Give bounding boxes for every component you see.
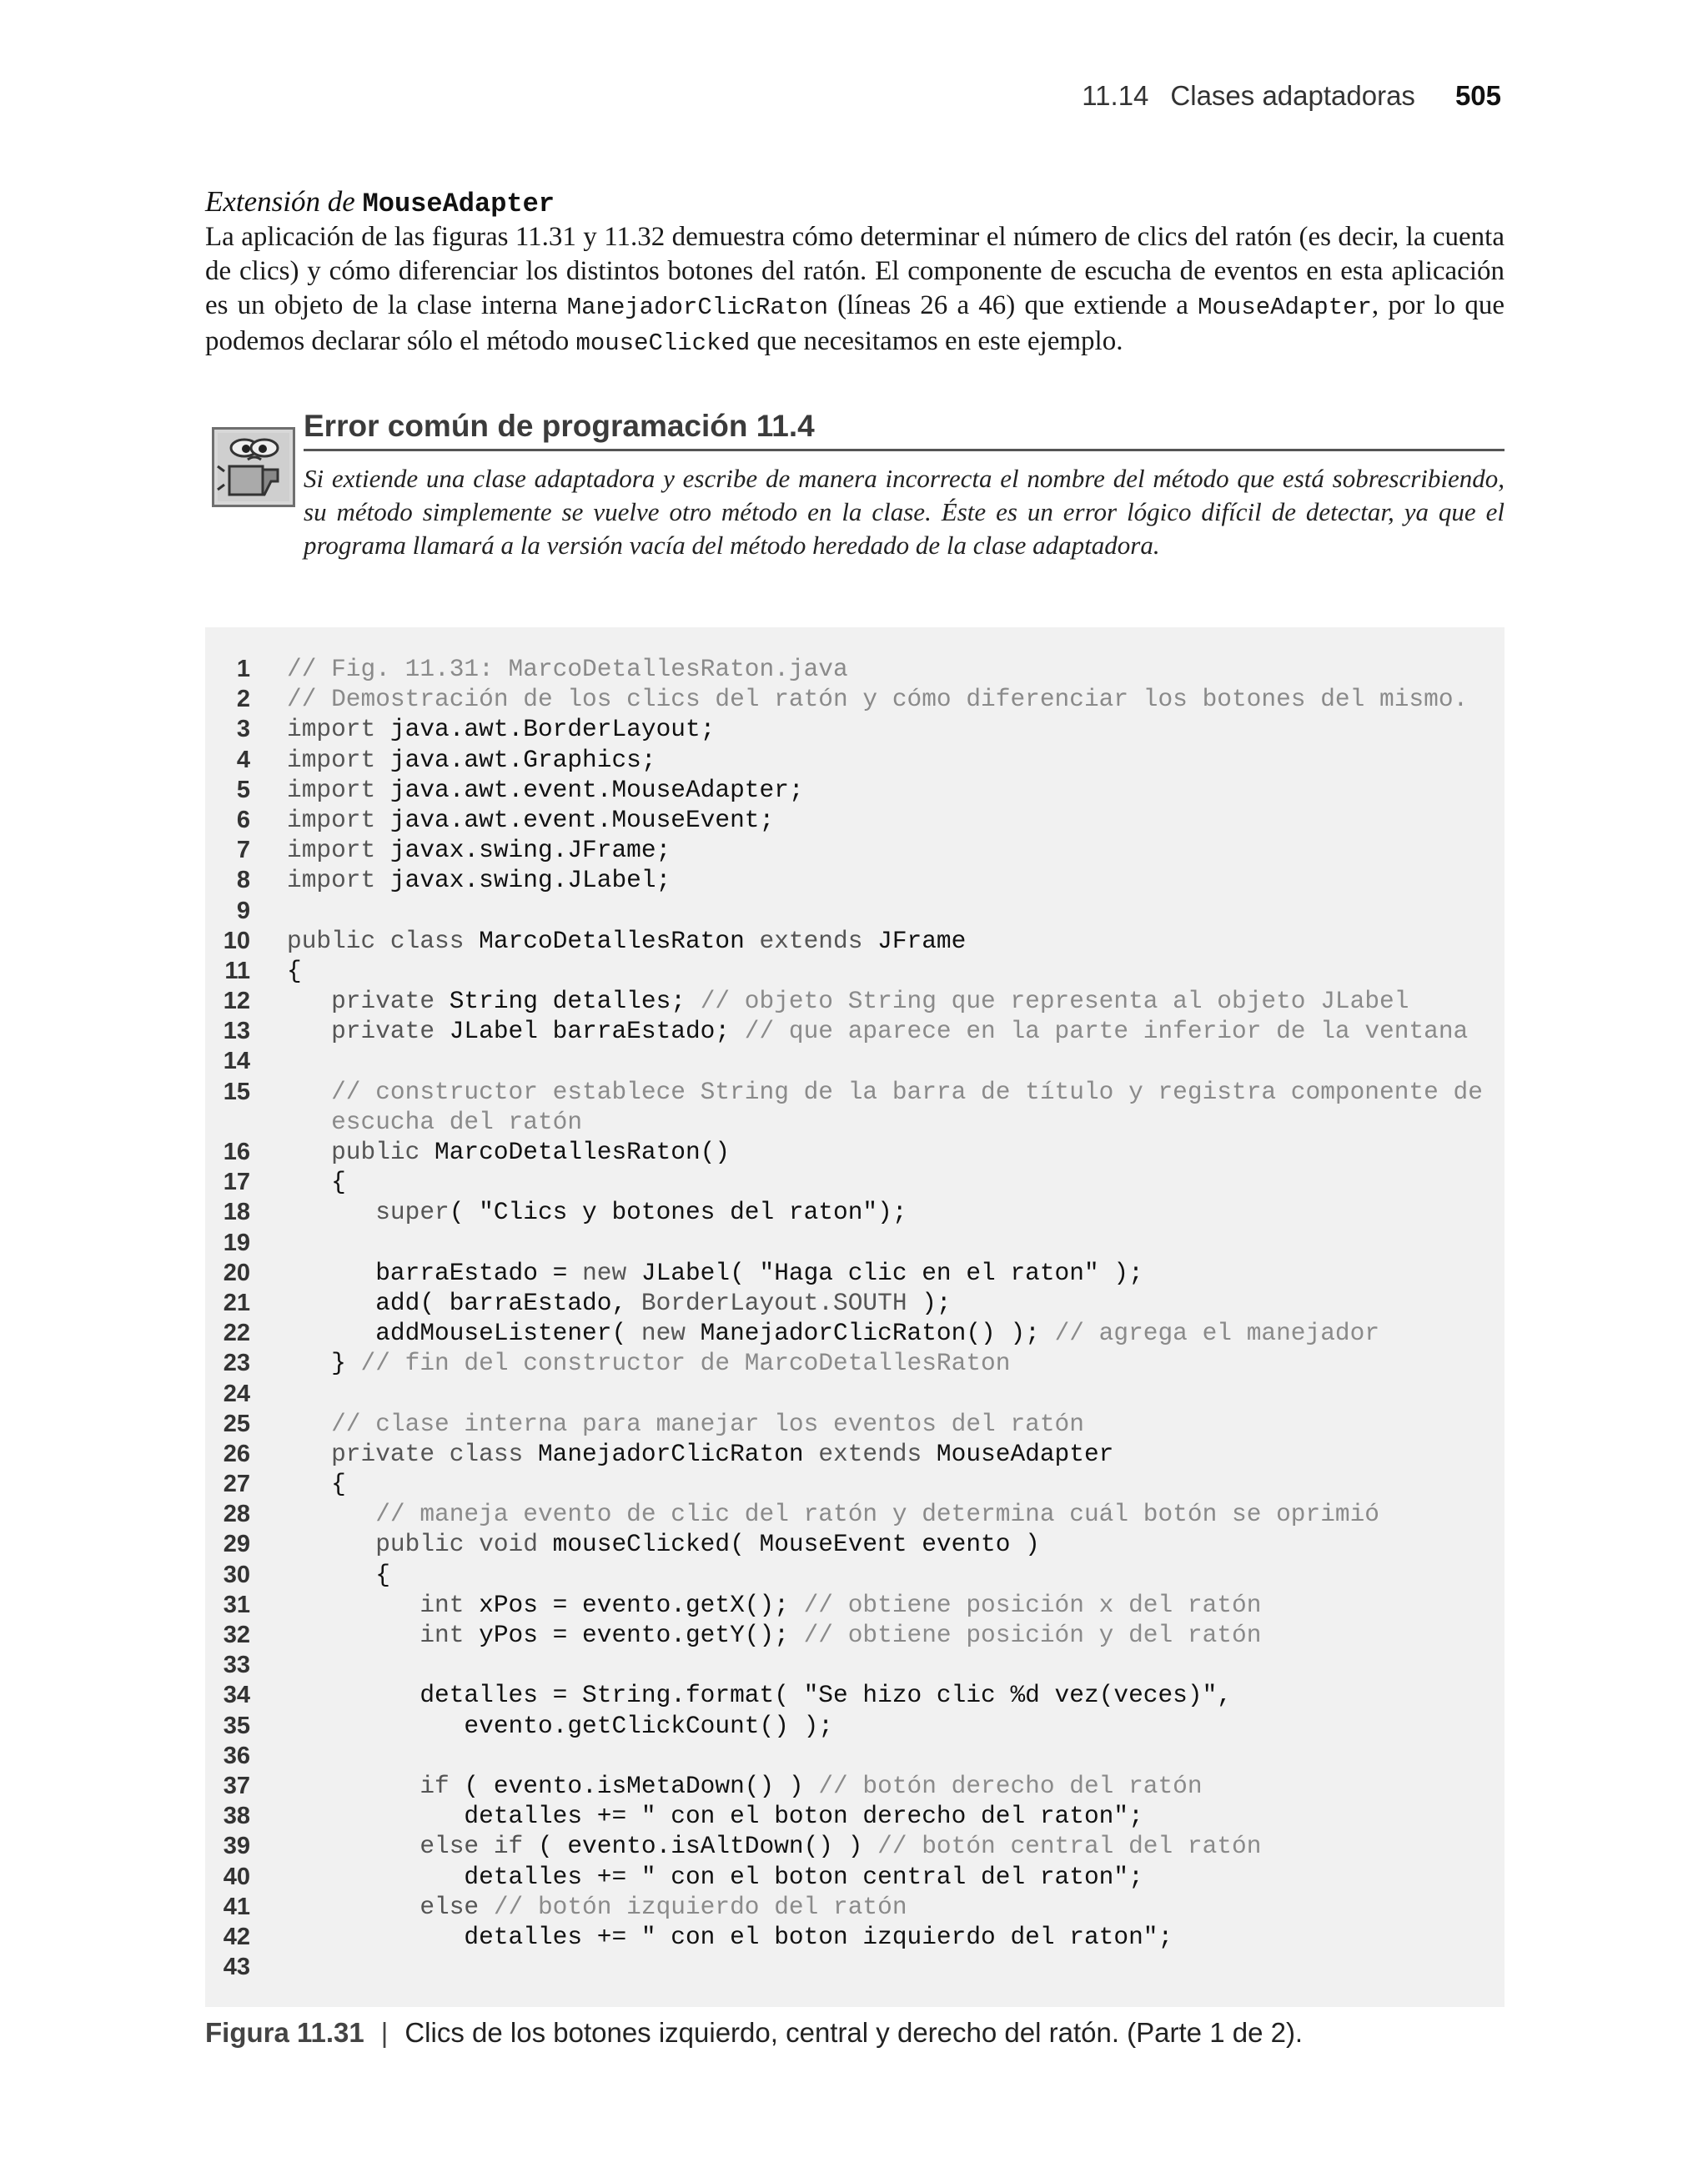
error-box-title: Error común de programación 11.4 (304, 409, 1505, 451)
code-source (250, 1862, 1143, 1892)
code-comment: // obtiene posición y del ratón (803, 1621, 1262, 1649)
line-number: 36 (223, 1742, 250, 1769)
code-text: add( barraEstado, (287, 1288, 641, 1317)
code-source (250, 714, 715, 744)
code-line (205, 956, 1505, 986)
figure-caption-text: Clics de los botones izquierdo, central y derecho del ratón. (Parte 1 de 2). (404, 2017, 1304, 2048)
line-number: 31 (223, 1591, 250, 1618)
line-number: 28 (223, 1501, 250, 1528)
code-text: } (287, 1349, 361, 1378)
line-number: 7 (236, 837, 250, 864)
code-line (205, 1258, 1505, 1288)
code-text: ( "Clics y botones del raton"); (449, 1198, 907, 1227)
common-error-box (205, 409, 1505, 576)
line-number: 13 (223, 1018, 250, 1045)
code-text: java.awt.event.MouseEvent; (375, 805, 775, 834)
code-line (205, 1499, 1505, 1529)
code-source (250, 1046, 287, 1076)
code-text: java.awt.Graphics; (375, 745, 656, 774)
code-line (205, 1318, 1505, 1348)
code-text: detalles += " con el boton derecho del raton"; (287, 1802, 1143, 1831)
line-number: 23 (223, 1350, 250, 1377)
code-line (205, 986, 1505, 1016)
code-keyword: private class (331, 1439, 524, 1468)
line-number (205, 1107, 250, 1137)
code-source (250, 896, 287, 926)
line-number: 33 (223, 1652, 250, 1679)
code-keyword: new (640, 1319, 686, 1348)
code-keyword: private (331, 1017, 435, 1046)
code-source (250, 986, 1409, 1016)
line-number: 24 (223, 1380, 250, 1407)
code-text (287, 1198, 375, 1226)
code-source (250, 1107, 582, 1137)
code-keyword: public (331, 1138, 420, 1166)
code-keyword: super (375, 1198, 450, 1227)
code-source (250, 1590, 1261, 1620)
code-source (250, 805, 774, 835)
code-keyword: import (287, 866, 376, 895)
line-number: 20 (223, 1259, 250, 1286)
code-comment: escucha del ratón (331, 1107, 583, 1136)
code-keyword: if (419, 1771, 450, 1800)
code-text (287, 987, 331, 1015)
code-line (205, 1680, 1505, 1710)
line-number: 39 (223, 1833, 250, 1860)
code-text (287, 1410, 331, 1438)
code-text: detalles = String.format( "Se hizo clic %d vez(veces)", (287, 1681, 1232, 1710)
section-title: Clases adaptadoras (1170, 80, 1415, 111)
line-number: 16 (223, 1139, 250, 1165)
code-keyword: import (287, 836, 376, 865)
line-number: 9 (236, 897, 250, 924)
code-source (250, 1620, 1261, 1650)
code-source (250, 1379, 287, 1409)
code-line (205, 1711, 1505, 1741)
code-line (205, 1348, 1505, 1378)
code-text (479, 1893, 494, 1921)
line-number: 43 (223, 1954, 250, 1981)
line-number: 12 (223, 988, 250, 1015)
code-comment: // Demostración de los clics del ratón y cómo diferenciar los botones del mismo. (287, 685, 1469, 714)
code-line (205, 1409, 1505, 1439)
code-text (287, 1893, 419, 1921)
line-number: 8 (236, 867, 250, 894)
code-text (287, 1108, 331, 1136)
code-line (205, 1741, 1505, 1771)
code-text (287, 1832, 419, 1860)
code-source (250, 1288, 952, 1318)
code-keyword: else (419, 1892, 480, 1921)
paragraph-text: que necesitamos en este ejemplo. (750, 326, 1123, 356)
code-source (250, 1318, 1379, 1348)
code-source (250, 956, 302, 986)
code-source (250, 1137, 730, 1167)
code-line (205, 1107, 1505, 1137)
code-source (250, 1258, 1143, 1288)
code-text: xPos = evento.getX(); (464, 1590, 804, 1619)
code-keyword: int (419, 1590, 465, 1619)
code-line (205, 1439, 1505, 1469)
code-keyword: private (331, 987, 435, 1016)
code-text: java.awt.event.MouseAdapter; (375, 775, 804, 804)
section-heading-code: MouseAdapter (362, 189, 555, 219)
line-number: 14 (223, 1048, 250, 1075)
code-text: MouseAdapter (922, 1439, 1114, 1468)
code-comment: // botón derecho del ratón (818, 1771, 1203, 1800)
code-text: { (287, 1560, 390, 1589)
code-source (250, 835, 671, 865)
code-source (250, 1771, 1203, 1801)
code-text: JLabel barraEstado; (435, 1017, 745, 1046)
code-line (205, 1650, 1505, 1680)
code-keyword: import (287, 775, 376, 804)
code-keyword: import (287, 805, 376, 834)
code-source (250, 1077, 1483, 1107)
body-paragraph (205, 220, 1505, 360)
code-line (205, 1137, 1505, 1167)
inline-code: MouseAdapter (1198, 294, 1372, 321)
code-line (205, 1590, 1505, 1620)
line-number: 2 (236, 686, 250, 713)
code-text: detalles += " con el boton izquierdo del raton"; (287, 1922, 1173, 1951)
line-number: 15 (223, 1078, 250, 1105)
line-number: 10 (223, 927, 250, 954)
line-number: 22 (223, 1320, 250, 1347)
figure-label: Figura 11.31 (205, 2017, 364, 2048)
paragraph-text: (líneas 26 a 46) que extiende a (828, 290, 1198, 320)
code-source (250, 1560, 390, 1590)
line-number: 5 (236, 776, 250, 803)
code-source (250, 684, 1468, 714)
code-comment: // maneja evento de clic del ratón y determina cuál botón se oprimió (375, 1500, 1380, 1529)
code-text: JFrame (862, 926, 967, 955)
code-keyword: BorderLayout.SOUTH (640, 1288, 907, 1317)
paragraph-text: La aplicación de las figuras 11.31 y 11.32 demuestra cómo determinar el número de clics del ratón (es decir, la cuenta de clics) y cómo diferenciar los distintos botones del ratón. El componente de escucha de eventos en esta aplicación es un objeto de la clase interna (205, 222, 1505, 320)
code-text: ); (907, 1288, 952, 1317)
code-source (250, 745, 656, 775)
code-source (250, 1348, 1010, 1378)
caption-separator: | (380, 2017, 389, 2048)
code-text: MarcoDetallesRaton() (419, 1138, 731, 1166)
code-line (205, 1077, 1505, 1107)
code-line (205, 1167, 1505, 1197)
code-text: ( evento.isAltDown() ) (523, 1832, 878, 1861)
line-number: 38 (223, 1803, 250, 1830)
code-line (205, 1379, 1505, 1409)
code-text: detalles += " con el boton central del raton"; (287, 1862, 1143, 1891)
line-number: 3 (236, 716, 250, 743)
code-comment: // que aparece en la parte inferior de la ventana (744, 1017, 1469, 1046)
code-source (250, 1892, 907, 1922)
code-text (287, 1500, 375, 1528)
code-line (205, 1016, 1505, 1046)
inline-code: mouseClicked (575, 329, 751, 357)
code-text: ManejadorClicRaton (523, 1439, 819, 1468)
paragraph-text: , por lo que podemos declarar sólo el método (205, 290, 1505, 356)
code-line (205, 1046, 1505, 1076)
code-line (205, 714, 1505, 744)
line-number: 6 (236, 806, 250, 833)
code-text: evento.getClickCount() ); (287, 1711, 834, 1740)
code-source (250, 1711, 833, 1741)
code-listing (205, 627, 1505, 2007)
bug-thumbs-down-icon (212, 427, 295, 507)
line-number: 40 (223, 1863, 250, 1890)
code-text (287, 1078, 331, 1106)
code-keyword: public void (375, 1530, 538, 1559)
code-source (250, 926, 966, 956)
code-comment: // objeto String que representa al objeto JLabel (700, 987, 1409, 1016)
code-keyword: extends (759, 926, 863, 955)
line-number: 21 (223, 1289, 250, 1316)
code-line (205, 775, 1505, 805)
code-text: { (287, 1168, 346, 1197)
code-source (250, 1952, 287, 1982)
code-text (287, 1138, 331, 1166)
code-text: { (287, 956, 302, 985)
code-text: MarcoDetallesRaton (464, 926, 760, 955)
code-source (250, 1680, 1232, 1710)
code-text: ( evento.isMetaDown() ) (449, 1771, 819, 1800)
code-source (250, 1741, 287, 1771)
code-source (250, 1650, 287, 1680)
code-comment: // Fig. 11.31: MarcoDetallesRaton.java (287, 655, 848, 683)
code-line (205, 1620, 1505, 1650)
code-text: barraEstado = (287, 1258, 583, 1287)
line-number: 11 (224, 957, 250, 984)
code-line (205, 865, 1505, 895)
code-comment: // agrega el manejador (1054, 1319, 1380, 1348)
code-text: { (287, 1470, 346, 1499)
code-line (205, 1892, 1505, 1922)
code-comment: // constructor establece String de la barra de título y registra componente de (331, 1077, 1483, 1106)
code-line (205, 805, 1505, 835)
code-comment: // clase interna para manejar los eventos del ratón (331, 1409, 1084, 1438)
code-keyword: int (419, 1621, 465, 1649)
code-source (250, 775, 804, 805)
section-heading (205, 185, 555, 219)
code-line (205, 1771, 1505, 1801)
line-number: 17 (223, 1169, 250, 1196)
code-text: ManejadorClicRaton() ); (685, 1319, 1055, 1348)
code-source (250, 1197, 907, 1227)
code-lines (205, 654, 1505, 1982)
code-comment: // obtiene posición x del ratón (803, 1590, 1262, 1619)
code-source (250, 1016, 1468, 1046)
code-line (205, 1922, 1505, 1952)
code-source (250, 1409, 1084, 1439)
code-source (250, 1922, 1173, 1952)
code-text: javax.swing.JLabel; (375, 866, 671, 895)
code-keyword: new (582, 1258, 627, 1287)
code-line (205, 654, 1505, 684)
code-line (205, 745, 1505, 775)
code-line (205, 1529, 1505, 1559)
code-line (205, 684, 1505, 714)
code-source (250, 654, 848, 684)
code-source (250, 1529, 1040, 1559)
running-head (1082, 80, 1501, 112)
code-source (250, 1831, 1261, 1861)
code-text (287, 1591, 419, 1619)
line-number: 4 (236, 746, 250, 773)
code-text (287, 1530, 375, 1558)
code-text: JLabel( "Haga clic en el raton" ); (626, 1258, 1143, 1287)
code-text: javax.swing.JFrame; (375, 836, 671, 865)
code-source (250, 1167, 346, 1197)
code-comment: // fin del constructor de MarcoDetallesRaton (360, 1349, 1011, 1378)
line-number: 37 (223, 1772, 250, 1799)
code-line (205, 896, 1505, 926)
code-source (250, 1801, 1143, 1831)
code-keyword: import (287, 745, 376, 774)
line-number: 32 (223, 1622, 250, 1648)
code-text: addMouseListener( (287, 1319, 641, 1348)
section-number: 11.14 (1082, 80, 1149, 111)
code-text (287, 1621, 419, 1649)
code-keyword: public class (287, 926, 465, 955)
code-text (287, 1017, 331, 1045)
code-source (250, 1469, 346, 1499)
code-line (205, 926, 1505, 956)
code-text: java.awt.BorderLayout; (375, 715, 716, 744)
code-comment: // botón central del ratón (877, 1832, 1262, 1861)
code-text: yPos = evento.getY(); (464, 1621, 804, 1649)
code-line (205, 835, 1505, 865)
code-text (287, 1440, 331, 1468)
code-line (205, 1801, 1505, 1831)
line-number: 27 (223, 1471, 250, 1498)
code-source (250, 865, 671, 895)
code-text: String detalles; (435, 987, 701, 1016)
line-number: 25 (223, 1410, 250, 1437)
code-text: mouseClicked( MouseEvent evento ) (537, 1530, 1040, 1559)
figure-caption (205, 2017, 1303, 2049)
code-source (250, 1439, 1113, 1469)
code-line (205, 1560, 1505, 1590)
code-line (205, 1288, 1505, 1318)
code-line (205, 1862, 1505, 1892)
code-source (250, 1499, 1379, 1529)
line-number: 18 (223, 1199, 250, 1226)
code-line (205, 1197, 1505, 1227)
inline-code: ManejadorClicRaton (566, 294, 828, 321)
code-line (205, 1831, 1505, 1861)
line-number: 26 (223, 1440, 250, 1467)
code-keyword: extends (818, 1439, 922, 1468)
line-number: 35 (223, 1712, 250, 1739)
line-number: 19 (223, 1229, 250, 1256)
line-number: 30 (223, 1561, 250, 1588)
error-box-text: Si extiende una clase adaptadora y escribe de manera incorrecta el nombre del método que está sobrescribiendo, su método simplemente se vuelve otro método en la clase. Éste es un error lógico difícil de detectar, ya que el programa llamará a la versión vacía del método heredado de la clase adaptadora. (304, 464, 1505, 560)
code-line (205, 1228, 1505, 1258)
code-line (205, 1469, 1505, 1499)
line-number: 1 (236, 656, 250, 682)
line-number: 34 (223, 1682, 250, 1709)
page-number: 505 (1454, 80, 1501, 111)
code-keyword: else if (419, 1832, 524, 1861)
code-source (250, 1228, 287, 1258)
line-number: 29 (223, 1531, 250, 1558)
code-line (205, 1952, 1505, 1982)
code-comment: // botón izquierdo del ratón (493, 1892, 907, 1921)
line-number: 41 (223, 1893, 250, 1920)
line-number: 42 (223, 1923, 250, 1950)
code-text (287, 1772, 419, 1800)
code-keyword: import (287, 715, 376, 744)
section-heading-text: Extensión de (205, 185, 355, 218)
